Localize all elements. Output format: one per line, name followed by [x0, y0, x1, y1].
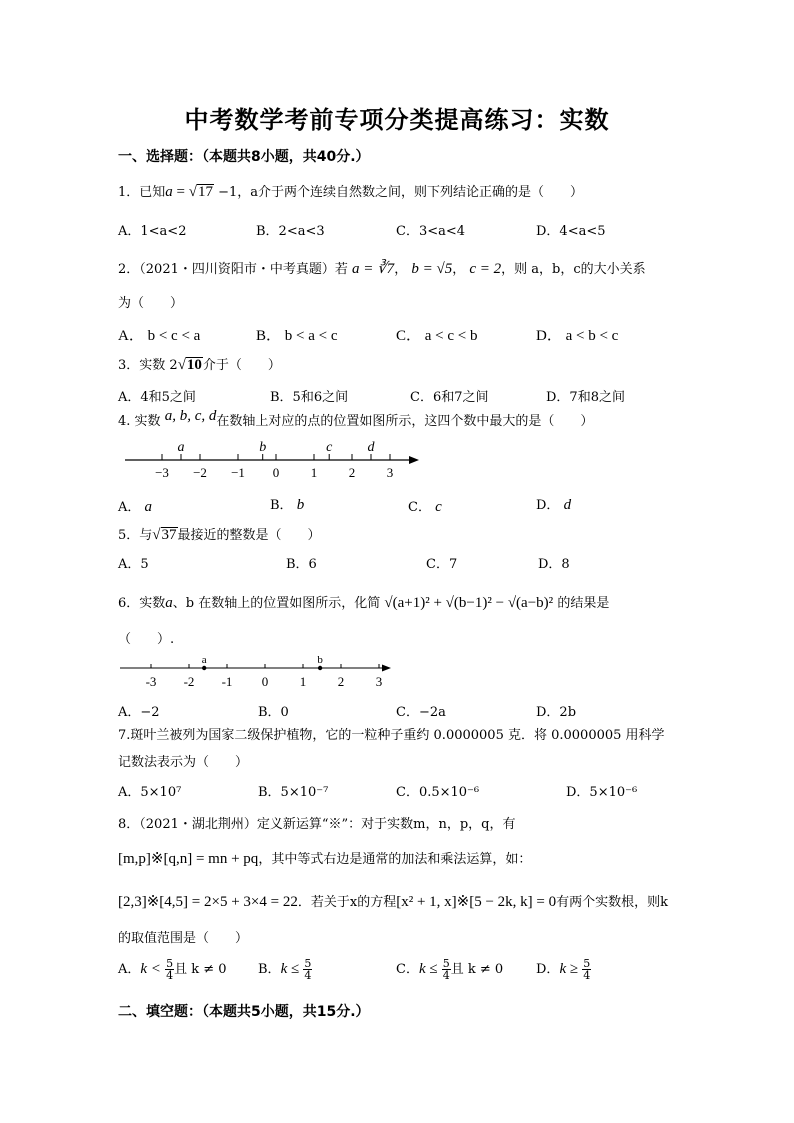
q8-option-b[interactable]: B．k ≤ $\frac{5}{4}$: [258, 957, 312, 982]
q5-option-a[interactable]: A．5: [118, 557, 149, 572]
q1-option-a[interactable]: A．1<a<2: [118, 224, 187, 239]
section-heading-fill: 二、填空题：（本题共5小题，共15分.）: [118, 1004, 370, 1020]
tick-label: 0: [261, 674, 269, 689]
point-label: d: [367, 440, 375, 455]
q7-option-b[interactable]: B．5×10⁻⁷: [258, 785, 329, 800]
question-6-line2: （ ）.: [118, 632, 175, 647]
section-heading-choice: 一、选择题：（本题共8小题，共40分.）: [118, 149, 370, 165]
point-dot: [202, 666, 206, 670]
q8-option-a[interactable]: A．k < $\frac{5}{4}$ 且 k ≠ 0: [118, 957, 227, 982]
q7-option-c[interactable]: C．0.5×10⁻⁶: [396, 785, 480, 800]
tick-label: -3: [145, 674, 157, 689]
q6-option-b[interactable]: B．0: [258, 705, 289, 720]
question-1: 1．已知a = √17 −1，a介于两个连续自然数之间，则下列结论正确的是（ ）: [118, 184, 584, 200]
question-8-line3: [2,3]※[4,5] = 2×5 + 3×4 = 22．若关于x的方程[x² + 1, x]※[5 − 2k, k] = 0有两个实数根，则k: [118, 894, 669, 910]
q7-option-a[interactable]: A．5×10⁷: [118, 785, 182, 800]
q4-option-d[interactable]: D． d: [536, 497, 572, 513]
q8-option-c[interactable]: C．k ≤ $\frac{5}{4}$ 且 k ≠ 0: [396, 957, 504, 982]
tick-label: −1: [231, 465, 245, 480]
q2-option-a[interactable]: A． b < c < a: [118, 328, 201, 344]
q2-option-d[interactable]: D． a < b < c: [536, 328, 619, 344]
q4-option-b[interactable]: B． b: [270, 497, 305, 513]
q5-option-c[interactable]: C．7: [426, 557, 458, 572]
question-6: 6．实数a、b 在数轴上的位置如图所示，化简 √(a+1)² + √(b−1)² − √(a−b)² 的结果是: [118, 595, 610, 611]
question-8-line4: 的取值范围是（ ）: [118, 931, 249, 946]
point-dot: [318, 666, 322, 670]
tick-label: −2: [193, 465, 207, 480]
q1-option-b[interactable]: B．2<a<3: [256, 224, 325, 239]
q2-option-c[interactable]: C． a < c < b: [396, 328, 478, 344]
q1-option-c[interactable]: C．3<a<4: [396, 224, 466, 239]
question-2: 2．（2021・四川资阳市・中考真题）若 a = ∛7， b = √5， c = 2，则 a，b，c的大小关系: [118, 261, 646, 277]
tick-label: 2: [348, 465, 356, 480]
q2-option-b[interactable]: B． b < a < c: [256, 328, 338, 344]
q3-option-d[interactable]: D．7和8之间: [546, 390, 625, 405]
q3-option-b[interactable]: B．5和6之间: [270, 390, 349, 405]
question-5: 5．与√37最接近的整数是（ ）: [118, 527, 321, 543]
q6-option-c[interactable]: C．−2a: [396, 705, 446, 720]
page-title: 中考数学考前专项分类提高练习：实数: [184, 106, 610, 134]
radicand: 17: [198, 184, 213, 200]
point-label: a: [201, 654, 207, 666]
question-4: 4. 实数 a, b, c, d在数轴上对应的点的位置如图所示，这四个数中最大的是（ ）: [118, 408, 594, 429]
question-7: 7.斑叶兰被列为国家二级保护植物，它的一粒种子重约 0.0000005 克．将 0.0000005 用科学: [118, 728, 665, 743]
tick-label: -1: [221, 674, 233, 689]
q5-option-b[interactable]: B．6: [286, 557, 317, 572]
tick-label: 2: [337, 674, 345, 689]
question-7-line2: 记数法表示为（ ）: [118, 755, 249, 770]
question-3: 3．实数 2√10介于（ ）: [118, 357, 281, 373]
tick-label: 3: [375, 674, 383, 689]
tick-label: 1: [310, 465, 318, 480]
q6-option-d[interactable]: D．2b: [536, 705, 577, 720]
tick-label: 1: [299, 674, 307, 689]
q4-option-a[interactable]: A． a: [118, 499, 153, 515]
tick-label: −3: [155, 465, 169, 480]
q8-option-d[interactable]: D．k ≥ $\frac{5}{4}$: [536, 957, 591, 982]
question-8-line2: [m,p]※[q,n] = mn + pq，其中等式右边是通常的加法和乘法运算，如：: [118, 851, 532, 867]
q4-option-c[interactable]: C． c: [408, 499, 442, 515]
point-label: b: [317, 654, 323, 666]
tick-label: 0: [272, 465, 280, 480]
question-2-line2: 为（ ）: [118, 296, 184, 311]
point-label: a: [177, 440, 185, 455]
q7-option-d[interactable]: D．5×10⁻⁶: [566, 785, 638, 800]
q3-option-a[interactable]: A．4和5之间: [118, 390, 196, 405]
q1-option-d[interactable]: D．4<a<5: [536, 224, 606, 239]
tick-label: 3: [386, 465, 394, 480]
point-label: c: [326, 440, 333, 455]
point-label: b: [259, 440, 267, 455]
tick-label: -2: [183, 674, 195, 689]
q3-option-c[interactable]: C．6和7之间: [410, 390, 489, 405]
question-8: 8．（2021・湖北荆州）定义新运算“※”：对于实数m，n，p，q，有: [118, 817, 516, 832]
q6-option-a[interactable]: A．−2: [118, 705, 160, 720]
q5-option-d[interactable]: D．8: [538, 557, 570, 572]
